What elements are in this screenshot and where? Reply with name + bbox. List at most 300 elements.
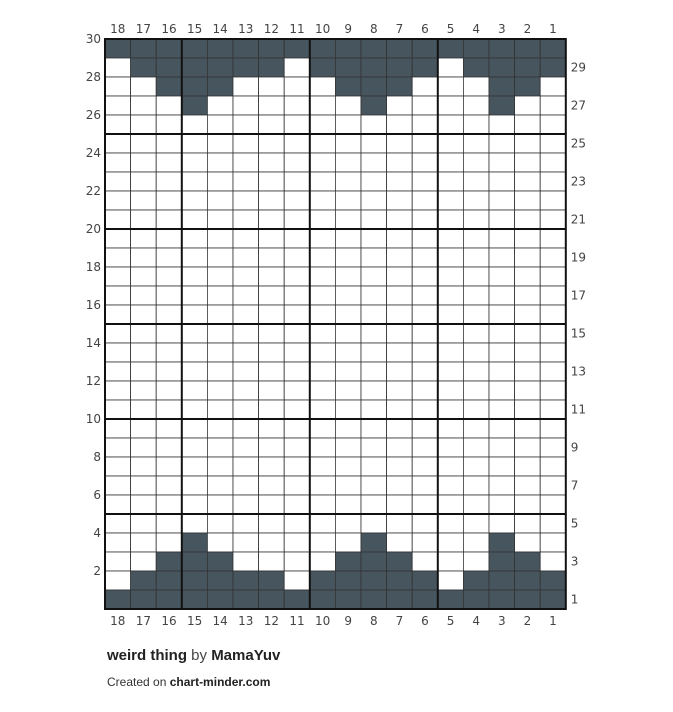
column-label-bottom: 4	[472, 614, 481, 628]
stitch-cell-empty	[131, 400, 157, 419]
column-label-top: 14	[212, 22, 228, 36]
stitch-cell-empty	[438, 495, 464, 514]
stitch-cell-empty	[259, 419, 285, 438]
row-label-left: 28	[85, 70, 101, 84]
stitch-cell-empty	[207, 210, 233, 229]
stitch-cell-empty	[156, 457, 182, 476]
stitch-cell-empty	[156, 495, 182, 514]
stitch-cell-empty	[131, 457, 157, 476]
stitch-cell-empty	[182, 305, 208, 324]
stitch-cell-filled	[131, 58, 157, 77]
stitch-cell-empty	[259, 96, 285, 115]
stitch-cell-empty	[515, 381, 541, 400]
row-label-left: 4	[93, 526, 101, 540]
stitch-cell-empty	[463, 172, 489, 191]
row-label-right: 9	[570, 440, 579, 455]
stitch-cell-filled	[463, 39, 489, 58]
stitch-cell-filled	[156, 58, 182, 77]
stitch-cell-empty	[284, 571, 310, 590]
stitch-cell-empty	[412, 457, 438, 476]
column-label-top: 6	[421, 22, 429, 36]
stitch-cell-empty	[361, 419, 387, 438]
stitch-cell-empty	[182, 400, 208, 419]
column-label-top: 12	[263, 22, 280, 36]
stitch-cell-empty	[105, 343, 131, 362]
stitch-cell-filled	[335, 590, 361, 609]
stitch-cell-empty	[105, 229, 131, 248]
column-label-bottom: 3	[497, 614, 506, 628]
stitch-cell-empty	[156, 172, 182, 191]
stitch-cell-empty	[259, 457, 285, 476]
stitch-cell-filled	[207, 590, 233, 609]
stitch-cell-empty	[284, 552, 310, 571]
stitch-cell-empty	[463, 400, 489, 419]
stitch-cell-empty	[361, 457, 387, 476]
stitch-cell-empty	[156, 134, 182, 153]
stitch-cell-filled	[515, 552, 541, 571]
stitch-cell-empty	[361, 438, 387, 457]
stitch-cell-filled	[310, 58, 336, 77]
stitch-cell-empty	[233, 476, 259, 495]
stitch-cell-empty	[233, 552, 259, 571]
stitch-cell-empty	[335, 210, 361, 229]
stitch-cell-empty	[284, 533, 310, 552]
stitch-cell-empty	[207, 305, 233, 324]
stitch-cell-empty	[540, 400, 566, 419]
stitch-cell-empty	[105, 476, 131, 495]
stitch-cell-empty	[463, 476, 489, 495]
stitch-cell-filled	[540, 58, 566, 77]
stitch-cell-empty	[156, 267, 182, 286]
stitch-cell-empty	[412, 343, 438, 362]
stitch-cell-empty	[438, 533, 464, 552]
stitch-cell-empty	[233, 457, 259, 476]
stitch-cell-empty	[361, 229, 387, 248]
stitch-cell-empty	[233, 286, 259, 305]
stitch-cell-empty	[233, 267, 259, 286]
stitch-cell-empty	[233, 210, 259, 229]
stitch-cell-filled	[105, 590, 131, 609]
stitch-cell-empty	[463, 248, 489, 267]
stitch-cell-empty	[182, 343, 208, 362]
stitch-cell-empty	[156, 362, 182, 381]
stitch-cell-empty	[335, 438, 361, 457]
stitch-cell-empty	[515, 324, 541, 343]
stitch-cell-empty	[182, 457, 208, 476]
row-label-right: 23	[570, 174, 587, 189]
stitch-cell-empty	[463, 419, 489, 438]
stitch-cell-filled	[233, 571, 259, 590]
column-label-bottom: 8	[369, 614, 378, 628]
stitch-cell-empty	[131, 210, 157, 229]
stitch-cell-empty	[361, 286, 387, 305]
row-label-right: 21	[570, 212, 587, 227]
stitch-cell-empty	[233, 362, 259, 381]
column-label-top: 1	[549, 22, 557, 36]
stitch-cell-filled	[361, 533, 387, 552]
stitch-cell-empty	[233, 229, 259, 248]
stitch-cell-filled	[156, 39, 182, 58]
stitch-cell-empty	[515, 286, 541, 305]
stitch-cell-filled	[233, 58, 259, 77]
stitch-cell-filled	[207, 77, 233, 96]
stitch-cell-empty	[540, 210, 566, 229]
stitch-cell-empty	[105, 172, 131, 191]
stitch-cell-filled	[489, 552, 515, 571]
stitch-cell-empty	[335, 343, 361, 362]
stitch-cell-empty	[412, 400, 438, 419]
row-label-right: 29	[570, 60, 587, 75]
stitch-cell-filled	[335, 571, 361, 590]
stitch-cell-empty	[438, 210, 464, 229]
stitch-cell-filled	[515, 39, 541, 58]
stitch-cell-empty	[515, 229, 541, 248]
stitch-cell-empty	[233, 77, 259, 96]
stitch-cell-filled	[463, 590, 489, 609]
stitch-cell-filled	[207, 552, 233, 571]
stitch-cell-filled	[182, 96, 208, 115]
stitch-cell-empty	[463, 229, 489, 248]
stitch-cell-filled	[335, 552, 361, 571]
stitch-cell-empty	[310, 153, 336, 172]
stitch-cell-empty	[310, 229, 336, 248]
stitch-cell-empty	[463, 77, 489, 96]
stitch-cell-empty	[515, 362, 541, 381]
stitch-cell-filled	[489, 77, 515, 96]
stitch-cell-empty	[131, 305, 157, 324]
stitch-cell-empty	[361, 248, 387, 267]
stitch-cell-empty	[463, 191, 489, 210]
stitch-cell-empty	[105, 210, 131, 229]
stitch-cell-filled	[207, 58, 233, 77]
stitch-cell-empty	[284, 172, 310, 191]
stitch-cell-empty	[284, 400, 310, 419]
stitch-cell-empty	[105, 153, 131, 172]
stitch-cell-empty	[387, 476, 413, 495]
stitch-cell-filled	[515, 590, 541, 609]
stitch-cell-empty	[284, 514, 310, 533]
stitch-cell-empty	[489, 210, 515, 229]
stitch-cell-empty	[412, 286, 438, 305]
row-label-right: 15	[570, 326, 587, 341]
stitch-cell-empty	[207, 191, 233, 210]
chart-title: weird thing	[107, 647, 187, 664]
row-label-right: 13	[570, 364, 587, 379]
stitch-cell-empty	[387, 400, 413, 419]
stitch-cell-empty	[335, 476, 361, 495]
stitch-cell-empty	[259, 77, 285, 96]
created-on-text: Created on	[107, 675, 167, 689]
stitch-cell-empty	[259, 324, 285, 343]
stitch-cell-empty	[156, 286, 182, 305]
stitch-cell-empty	[515, 96, 541, 115]
stitch-cell-empty	[412, 552, 438, 571]
stitch-cell-empty	[489, 438, 515, 457]
site-link[interactable]: chart-minder.com	[169, 675, 271, 689]
column-label-top: 10	[314, 22, 331, 36]
stitch-cell-empty	[438, 96, 464, 115]
stitch-cell-empty	[284, 77, 310, 96]
stitch-cell-empty	[387, 229, 413, 248]
stitch-cell-empty	[463, 210, 489, 229]
stitch-cell-empty	[233, 438, 259, 457]
column-label-top: 5	[446, 22, 455, 36]
stitch-cell-empty	[515, 400, 541, 419]
stitch-cell-empty	[540, 172, 566, 191]
row-label-left: 2	[93, 564, 101, 578]
stitch-cell-empty	[259, 286, 285, 305]
stitch-cell-empty	[182, 495, 208, 514]
stitch-cell-empty	[438, 248, 464, 267]
stitch-cell-empty	[335, 115, 361, 134]
stitch-cell-filled	[489, 58, 515, 77]
row-label-right: 27	[570, 98, 587, 113]
stitch-cell-empty	[156, 248, 182, 267]
row-label-right: 25	[570, 136, 587, 151]
stitch-cell-empty	[489, 419, 515, 438]
stitch-cell-empty	[361, 381, 387, 400]
stitch-cell-empty	[131, 438, 157, 457]
stitch-cell-empty	[284, 96, 310, 115]
stitch-cell-empty	[387, 457, 413, 476]
stitch-cell-empty	[387, 286, 413, 305]
stitch-cell-empty	[207, 248, 233, 267]
author-name: MamaYuv	[211, 647, 281, 664]
stitch-cell-empty	[207, 476, 233, 495]
stitch-cell-empty	[259, 305, 285, 324]
stitch-cell-filled	[361, 58, 387, 77]
row-label-left: 6	[93, 488, 101, 502]
stitch-cell-empty	[131, 229, 157, 248]
stitch-cell-empty	[310, 286, 336, 305]
stitch-cell-empty	[515, 210, 541, 229]
stitch-cell-filled	[489, 590, 515, 609]
column-label-bottom: 14	[212, 614, 228, 628]
stitch-cell-empty	[284, 476, 310, 495]
stitch-cell-empty	[233, 191, 259, 210]
column-label-top: 11	[289, 22, 305, 36]
column-label-top: 15	[186, 22, 203, 36]
stitch-cell-empty	[259, 172, 285, 191]
stitch-cell-empty	[540, 134, 566, 153]
stitch-cell-empty	[412, 248, 438, 267]
column-label-top: 16	[161, 22, 177, 36]
stitch-cell-empty	[463, 514, 489, 533]
stitch-cell-filled	[361, 590, 387, 609]
stitch-cell-empty	[412, 419, 438, 438]
stitch-cell-filled	[387, 571, 413, 590]
stitch-cell-empty	[207, 343, 233, 362]
stitch-cell-empty	[105, 267, 131, 286]
stitch-cell-filled	[361, 96, 387, 115]
stitch-cell-empty	[284, 343, 310, 362]
row-label-right: 19	[570, 250, 587, 265]
stitch-cell-empty	[540, 476, 566, 495]
stitch-cell-empty	[489, 248, 515, 267]
stitch-cell-empty	[540, 533, 566, 552]
stitch-cell-empty	[540, 77, 566, 96]
stitch-cell-filled	[387, 590, 413, 609]
stitch-cell-empty	[259, 191, 285, 210]
stitch-cell-filled	[131, 39, 157, 58]
stitch-cell-empty	[131, 96, 157, 115]
stitch-cell-empty	[387, 96, 413, 115]
stitch-cell-empty	[207, 495, 233, 514]
stitch-cell-empty	[310, 134, 336, 153]
stitch-cell-empty	[361, 400, 387, 419]
stitch-cell-empty	[438, 362, 464, 381]
column-label-bottom: 9	[344, 614, 353, 628]
stitch-cell-filled	[335, 77, 361, 96]
stitch-cell-empty	[540, 552, 566, 571]
stitch-cell-filled	[387, 77, 413, 96]
stitch-cell-empty	[310, 77, 336, 96]
stitch-cell-empty	[259, 343, 285, 362]
stitch-cell-filled	[131, 571, 157, 590]
stitch-cell-empty	[105, 438, 131, 457]
stitch-cell-empty	[233, 248, 259, 267]
stitch-cell-filled	[463, 58, 489, 77]
stitch-cell-empty	[284, 419, 310, 438]
stitch-cell-empty	[310, 267, 336, 286]
stitch-cell-empty	[105, 191, 131, 210]
stitch-cell-empty	[489, 267, 515, 286]
column-label-top: 2	[523, 22, 532, 36]
row-label-right: 11	[570, 402, 587, 417]
stitch-cell-empty	[540, 514, 566, 533]
stitch-cell-empty	[105, 96, 131, 115]
stitch-cell-empty	[489, 153, 515, 172]
stitch-cell-empty	[489, 172, 515, 191]
column-label-top: 13	[238, 22, 254, 36]
stitch-cell-filled	[207, 571, 233, 590]
stitch-cell-empty	[233, 495, 259, 514]
stitch-cell-empty	[233, 172, 259, 191]
stitch-cell-empty	[361, 134, 387, 153]
stitch-cell-empty	[515, 438, 541, 457]
stitch-cell-empty	[182, 210, 208, 229]
stitch-cell-empty	[310, 115, 336, 134]
stitch-cell-empty	[233, 153, 259, 172]
stitch-cell-empty	[259, 438, 285, 457]
stitch-cell-empty	[412, 533, 438, 552]
stitch-cell-empty	[361, 153, 387, 172]
stitch-cell-empty	[438, 58, 464, 77]
stitch-cell-empty	[412, 362, 438, 381]
stitch-cell-filled	[310, 590, 336, 609]
stitch-cell-empty	[131, 324, 157, 343]
stitch-cell-empty	[515, 343, 541, 362]
stitch-cell-empty	[540, 324, 566, 343]
stitch-cell-empty	[540, 153, 566, 172]
stitch-cell-empty	[310, 248, 336, 267]
stitch-cell-empty	[335, 381, 361, 400]
stitch-cell-empty	[412, 305, 438, 324]
stitch-cell-empty	[105, 115, 131, 134]
stitch-cell-empty	[259, 514, 285, 533]
stitch-cell-empty	[284, 153, 310, 172]
stitch-cell-empty	[259, 115, 285, 134]
stitch-cell-empty	[438, 134, 464, 153]
stitch-cell-empty	[387, 248, 413, 267]
stitch-cell-empty	[233, 96, 259, 115]
stitch-cell-empty	[412, 115, 438, 134]
row-label-right: 17	[570, 288, 587, 303]
stitch-cell-empty	[438, 476, 464, 495]
stitch-cell-empty	[438, 419, 464, 438]
stitch-cell-empty	[387, 153, 413, 172]
stitch-cell-empty	[182, 324, 208, 343]
stitch-cell-empty	[463, 533, 489, 552]
stitch-cell-empty	[310, 495, 336, 514]
row-label-right: 5	[570, 516, 579, 531]
stitch-cell-empty	[438, 438, 464, 457]
stitch-cell-empty	[259, 381, 285, 400]
stitch-cell-empty	[310, 343, 336, 362]
stitch-cell-empty	[131, 172, 157, 191]
stitch-cell-empty	[310, 172, 336, 191]
stitch-cell-filled	[284, 39, 310, 58]
stitch-cell-filled	[489, 39, 515, 58]
stitch-cell-empty	[387, 267, 413, 286]
stitch-cell-empty	[387, 343, 413, 362]
stitch-cell-empty	[156, 115, 182, 134]
stitch-cell-empty	[335, 267, 361, 286]
stitch-cell-empty	[131, 248, 157, 267]
stitch-cell-empty	[463, 96, 489, 115]
stitch-cell-empty	[105, 305, 131, 324]
stitch-cell-empty	[259, 134, 285, 153]
stitch-cell-empty	[361, 343, 387, 362]
stitch-cell-empty	[310, 324, 336, 343]
stitch-cell-empty	[105, 77, 131, 96]
stitch-cell-empty	[284, 305, 310, 324]
stitch-cell-empty	[182, 419, 208, 438]
stitch-cell-empty	[463, 362, 489, 381]
stitch-cell-empty	[438, 286, 464, 305]
stitch-cell-empty	[438, 77, 464, 96]
row-label-right: 1	[570, 592, 579, 607]
stitch-cell-empty	[463, 457, 489, 476]
stitch-cell-empty	[387, 172, 413, 191]
stitch-cell-empty	[233, 324, 259, 343]
stitch-cell-empty	[540, 248, 566, 267]
column-label-top: 18	[110, 22, 126, 36]
stitch-cell-empty	[335, 153, 361, 172]
stitch-cell-empty	[515, 248, 541, 267]
stitch-cell-empty	[489, 495, 515, 514]
stitch-cell-empty	[412, 210, 438, 229]
stitch-cell-empty	[233, 305, 259, 324]
stitch-cell-empty	[387, 210, 413, 229]
stitch-cell-empty	[335, 286, 361, 305]
stitch-cell-empty	[438, 267, 464, 286]
stitch-cell-empty	[284, 248, 310, 267]
row-label-left: 12	[85, 374, 101, 388]
stitch-cell-filled	[515, 77, 541, 96]
stitch-cell-filled	[233, 590, 259, 609]
stitch-cell-empty	[361, 476, 387, 495]
stitch-cell-empty	[310, 400, 336, 419]
row-label-left: 14	[85, 336, 101, 350]
stitch-cell-empty	[182, 172, 208, 191]
stitch-cell-empty	[515, 476, 541, 495]
stitch-cell-empty	[131, 533, 157, 552]
stitch-cell-empty	[387, 191, 413, 210]
row-label-left: 22	[85, 184, 101, 198]
stitch-cell-empty	[361, 210, 387, 229]
stitch-cell-empty	[156, 514, 182, 533]
